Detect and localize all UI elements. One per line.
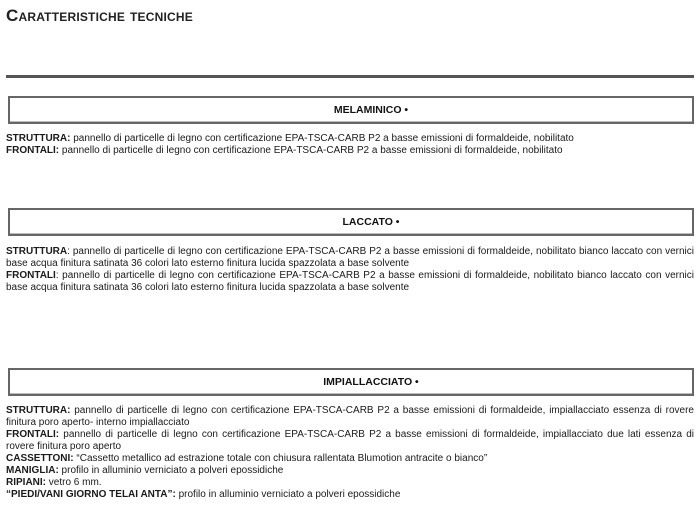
spec-label: “PIEDI/VANI GIORNO TELAI ANTA”: <box>6 489 176 500</box>
spec-text: vetro 6 mm. <box>46 477 102 488</box>
spec-line-maniglia <box>6 465 694 477</box>
section-header-melaminico <box>8 96 694 124</box>
spec-line-struttura <box>6 405 694 429</box>
title-divider <box>6 75 694 78</box>
section-heading: MELAMINICO • <box>333 104 409 116</box>
spec-line-cassettoni <box>6 453 694 465</box>
spec-label: MANIGLIA: <box>6 465 59 476</box>
spec-text: : pannello di particelle di legno con certificazione EPA-TSCA-CARB P2 a basse emissioni di formaldeide, nobilitato bianco laccato con vernici base acqua finitura satinata 36 colori lato esterno finitura lucida spazzolata a base solvente <box>6 270 694 293</box>
section-body-melaminico <box>6 133 694 157</box>
spec-line-frontali <box>6 145 694 157</box>
spec-label: FRONTALI: <box>6 429 60 440</box>
spec-line-piedi-vani <box>6 489 694 501</box>
section-header-laccato <box>8 208 694 236</box>
section-heading: LACCATO • <box>342 216 400 228</box>
spec-text: pannello di particelle di legno con certificazione EPA-TSCA-CARB P2 a basse emissioni di formaldeide, impiallacciato essenza di rovere finitura poro aperto- interno impiallacciato <box>6 405 694 428</box>
section-header-impiallacciato <box>8 368 694 396</box>
spec-label: STRUTTURA <box>6 246 68 257</box>
spec-label: STRUTTURA: <box>6 405 71 416</box>
spec-line-struttura <box>6 246 694 270</box>
spec-label: FRONTALI: <box>6 145 60 156</box>
spec-text: profilo in alluminio verniciato a polveri epossidiche <box>175 489 401 500</box>
spec-label: RIPIANI: <box>6 477 46 488</box>
spec-text: : pannello di particelle di legno con certificazione EPA-TSCA-CARB P2 a basse emissioni di formaldeide, nobilitato bianco laccato con vernici base acqua finitura satinata 36 colori lato esterno finitura lucida spazzolata a base solvente <box>6 246 694 269</box>
spec-text: pannello di particelle di legno con certificazione EPA-TSCA-CARB P2 a basse emissioni di formaldeide, nobilitato <box>70 133 574 144</box>
spec-text: pannello di particelle di legno con certificazione EPA-TSCA-CARB P2 a basse emissioni di formaldeide, impiallacciato due lati essenza di rovere finitura poro aperto <box>6 429 694 452</box>
spec-line-frontali <box>6 270 694 294</box>
spec-line-frontali <box>6 429 694 453</box>
page-title: Caratteristiche tecniche <box>6 6 193 25</box>
spec-label: FRONTALI <box>6 270 56 281</box>
spec-text: pannello di particelle di legno con certificazione EPA-TSCA-CARB P2 a basse emissioni di formaldeide, nobilitato <box>59 145 563 156</box>
spec-label: STRUTTURA: <box>6 133 71 144</box>
section-body-impiallacciato <box>6 405 694 501</box>
section-body-laccato <box>6 246 694 294</box>
spec-line-struttura <box>6 133 694 145</box>
spec-label: CASSETTONI: <box>6 453 74 464</box>
spec-text: “Cassetto metallico ad estrazione totale con chiusura rallentata Blumotion antracite o bianco” <box>73 453 488 464</box>
spec-text: profilo in alluminio verniciato a polveri epossidiche <box>58 465 284 476</box>
section-heading: IMPIALLACCIATO • <box>323 376 419 388</box>
spec-line-ripiani <box>6 477 694 489</box>
